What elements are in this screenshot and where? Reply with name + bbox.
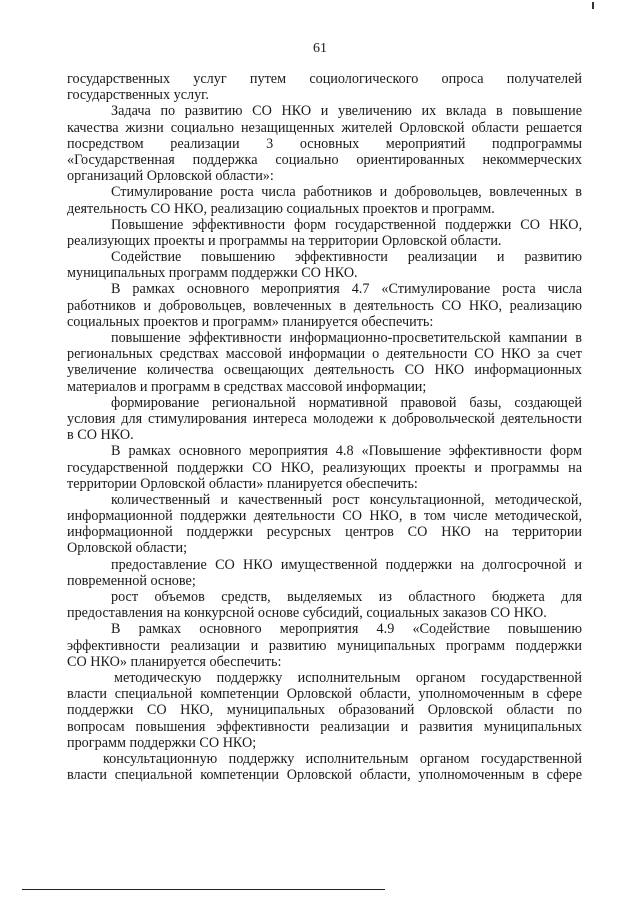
text-line: в СО НКО. (67, 427, 134, 444)
text-line: муниципальных программ поддержки СО НКО. (67, 265, 358, 282)
text-line: работников и добровольцев, вовлеченных в деятельность СО НКО, реализацию (67, 297, 582, 314)
text-line: «Государственная поддержка социально ориентированных некоммерческих (67, 151, 582, 168)
text-line: В рамках основного мероприятия 4.7 «Стимулирование роста числа (111, 281, 582, 298)
text-line: методическую поддержку исполнительным органом государственной (114, 669, 582, 686)
text-line: поддержки СО НКО, муниципальных образований Орловской области по (67, 702, 582, 719)
text-line: программ поддержки СО НКО; (67, 734, 257, 751)
text-line: СО НКО» планируется обеспечить: (67, 653, 282, 670)
text-line: Повышение эффективности форм государственной поддержки СО НКО, (111, 216, 582, 233)
footnote-divider (22, 889, 385, 890)
text-line: региональных средствах массовой информации о деятельности СО НКО за счет (67, 346, 582, 363)
document-body (67, 71, 582, 783)
text-line: качества жизни социально незащищенных жителей Орловской области решается (67, 119, 582, 136)
text-line: В рамках основного мероприятия 4.8 «Повышение эффективности форм (111, 443, 582, 460)
text-line: территории Орловской области» планируется обеспечить: (67, 475, 418, 492)
text-line: Орловской области; (67, 540, 188, 557)
text-line: вопросам повышения эффективности реализации и развития муниципальных (67, 718, 582, 735)
text-line: консультационную поддержку исполнительным органом государственной (103, 750, 582, 767)
page-number: 61 (313, 41, 327, 56)
text-line: Задача по развитию СО НКО и увеличению их вклада в повышение (111, 103, 582, 120)
text-line: организаций Орловской области»: (67, 168, 274, 185)
text-line: материалов и программ в средствах массовой информации; (67, 378, 427, 395)
text-line: эффективности реализации и развитию муниципальных программ поддержки (67, 637, 582, 654)
text-line: Стимулирование роста числа работников и добровольцев, вовлеченных в (111, 184, 582, 201)
text-line: информационной поддержки ресурсных центров СО НКО на территории (67, 524, 582, 541)
text-line: информационной поддержки деятельности СО НКО, в том числе методической, (67, 508, 582, 525)
scan-mark (592, 2, 594, 9)
text-line: повременной основе; (67, 572, 196, 589)
text-line: повышение эффективности информационно-просветительской кампании в (111, 330, 582, 346)
text-line: реализующих проекты и программы на территории Орловской области. (67, 232, 502, 249)
text-line: формирование региональной нормативной правовой базы, создающей (111, 394, 582, 411)
text-line: государственных услуг. (67, 87, 209, 104)
text-line: деятельность СО НКО, реализацию социальных проектов и программ. (67, 200, 495, 217)
text-line: власти специальной компетенции Орловской области, уполномоченным в сфере (67, 767, 582, 784)
text-line: увеличение количества освещающих деятельность СО НКО информационных (67, 362, 582, 379)
text-line: предоставления на конкурсной основе субсидий, социальных заказов СО НКО. (67, 605, 547, 622)
text-line: количественный и качественный рост консультационной, методической, (111, 491, 582, 508)
text-line: социальных проектов и программ» планируется обеспечить: (67, 313, 434, 330)
text-line: Содействие повышению эффективности реализации и развитию (111, 249, 582, 266)
text-line: В рамках основного мероприятия 4.9 «Содействие повышению (111, 621, 582, 638)
text-line: посредством реализации 3 основных мероприятий подпрограммы (67, 135, 582, 152)
text-line: государственной поддержки СО НКО, реализующих проекты и программы на (67, 459, 582, 476)
text-line: рост объемов средств, выделяемых из областного бюджета для (111, 589, 582, 605)
text-line: предоставление СО НКО имущественной поддержки на долгосрочной и (111, 556, 582, 573)
text-line: условия для стимулирования интереса молодежи к добровольческой деятельности (67, 410, 582, 427)
text-line: власти специальной компетенции Орловской области, уполномоченным в сфере (67, 686, 582, 703)
text-line: государственных услуг путем социологического опроса получателей (67, 71, 582, 87)
